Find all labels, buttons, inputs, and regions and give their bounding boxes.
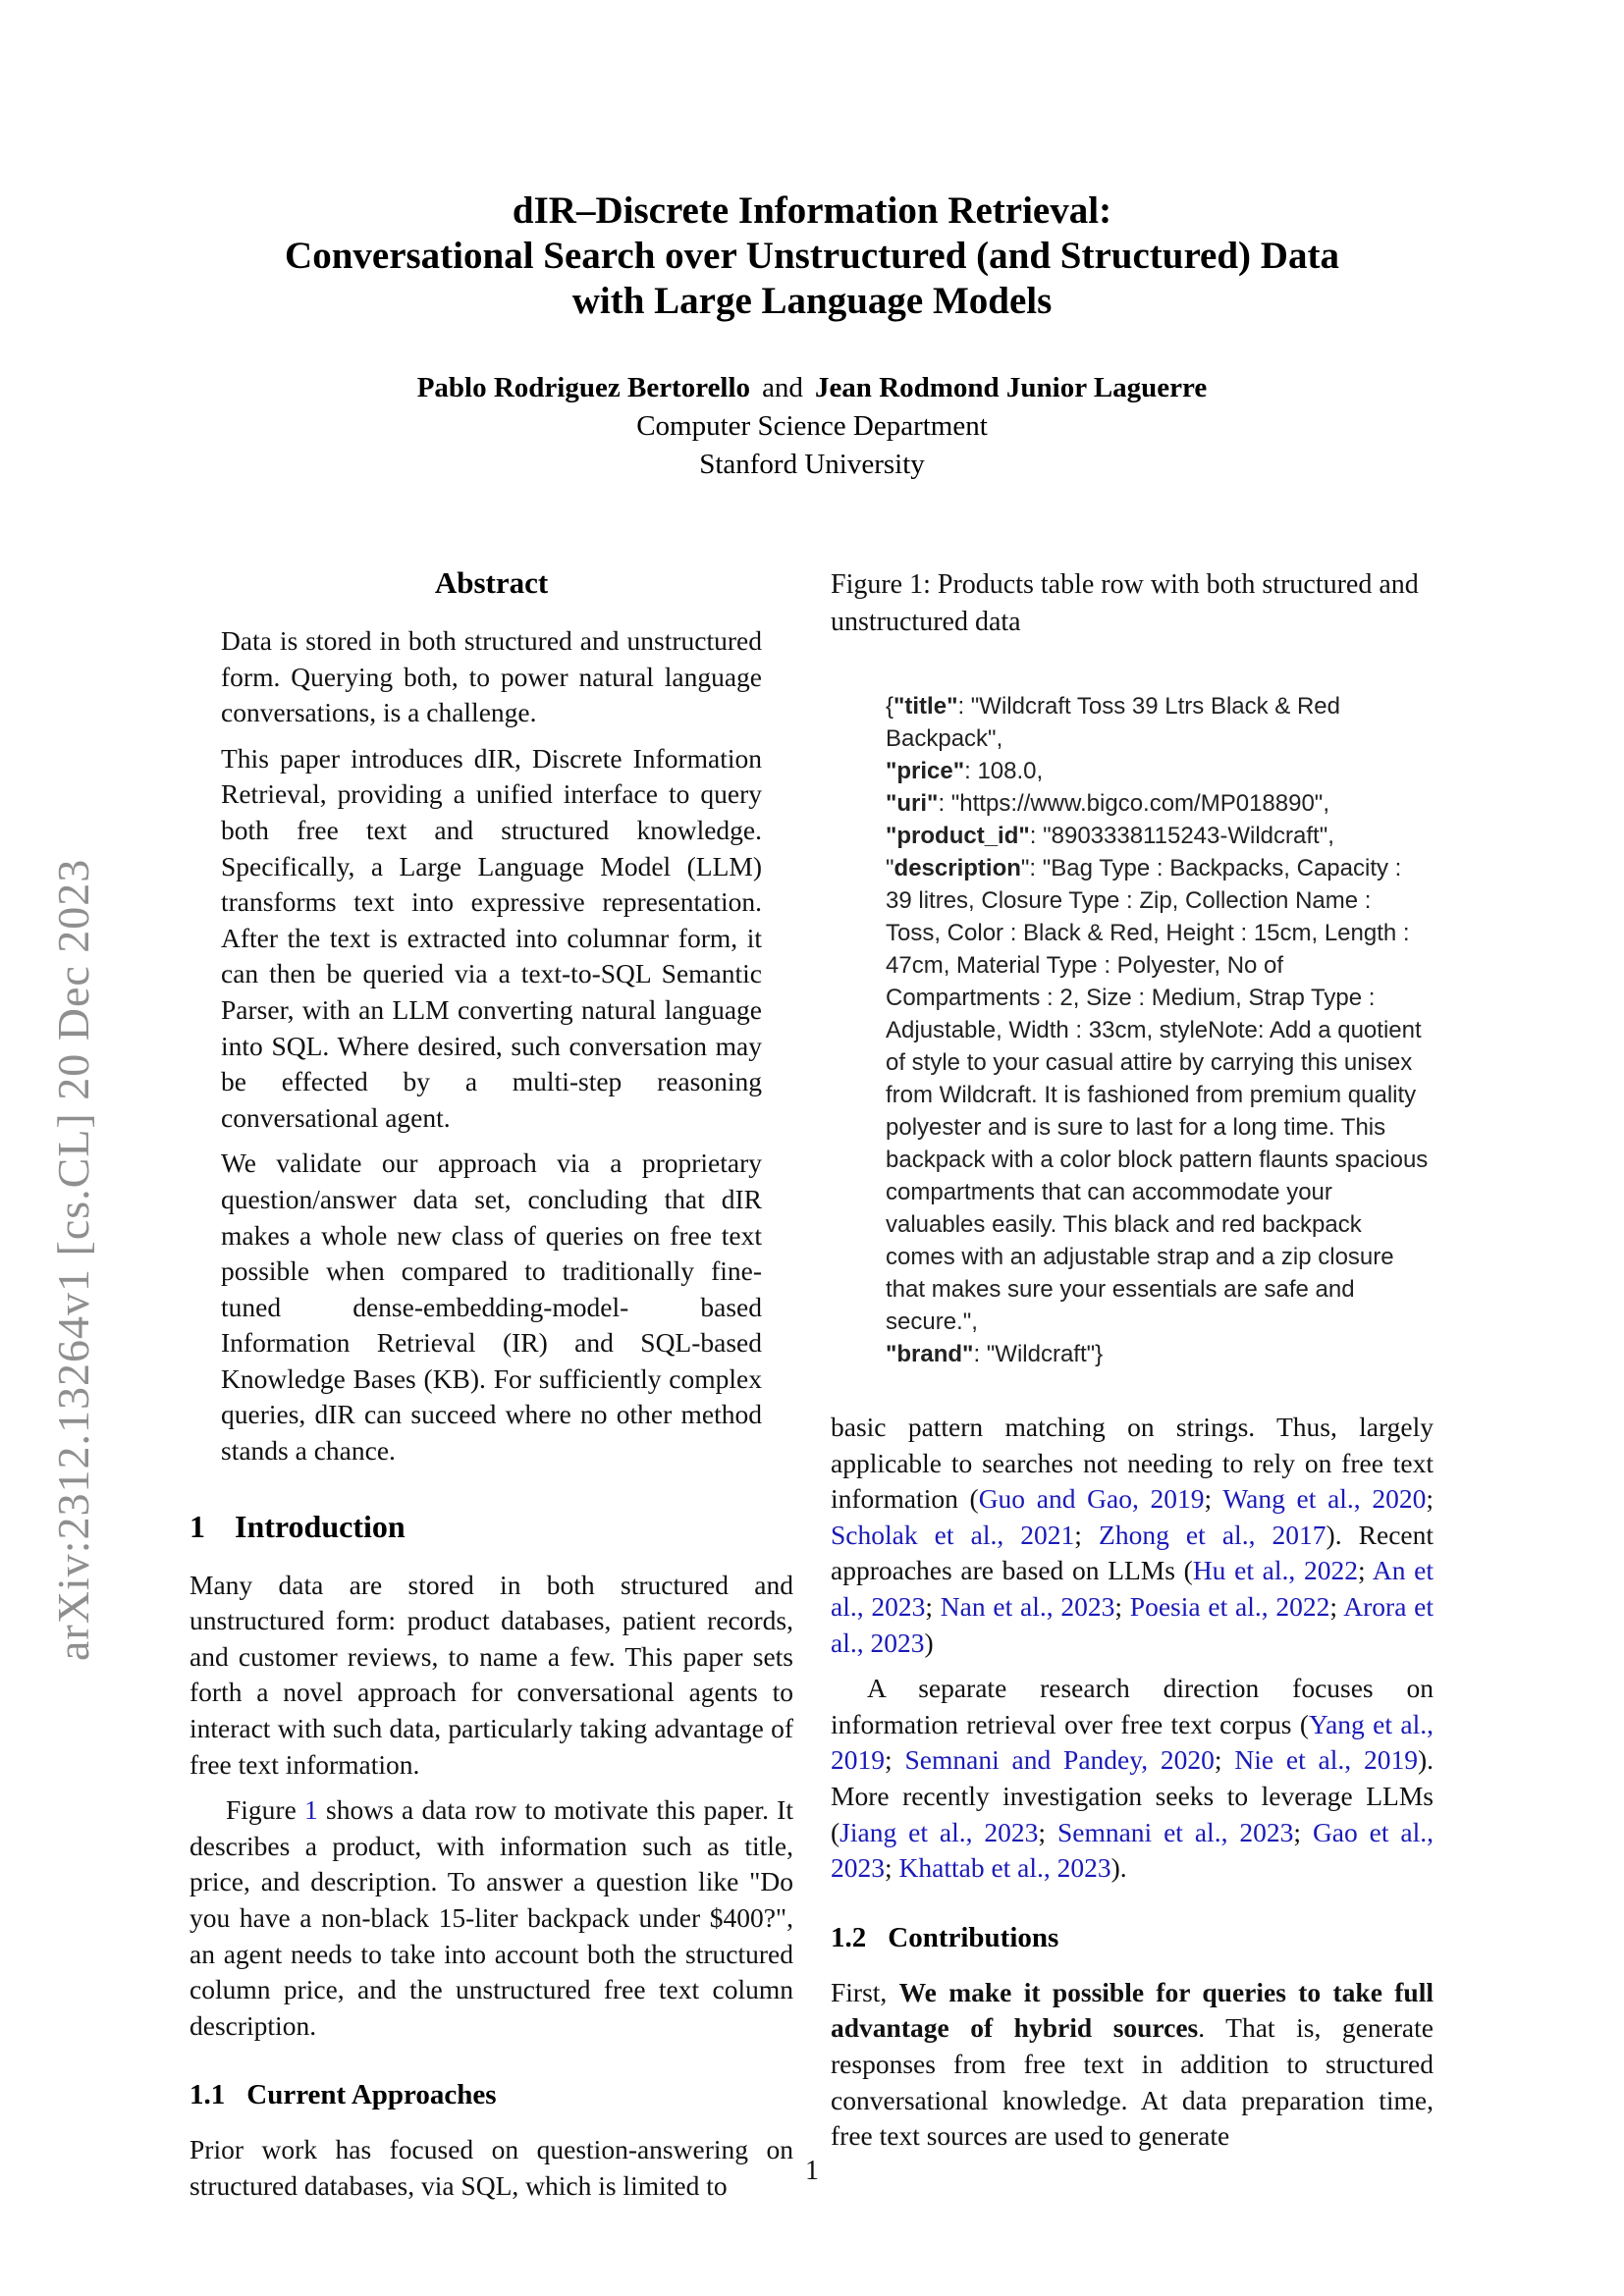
citation-link[interactable]: Yang et al., 2019 xyxy=(831,1708,1434,1776)
code-line xyxy=(886,1338,1432,1370)
bold-text: "brand" xyxy=(886,1341,974,1367)
citation-link[interactable]: Khattab et al., 2023 xyxy=(898,1852,1111,1884)
code-line xyxy=(886,820,1432,852)
bold-text: description xyxy=(893,855,1021,881)
bold-text: "title" xyxy=(893,693,958,720)
text-run: ; xyxy=(925,1590,941,1622)
text-run: shows a data row to motivate this paper. It describes a product, with information such as title, price, and description. To answer a question like "Do you have a non-black 15-liter backpack under $400?", an agent needs to take into account both the structured column price, and the unstructured free text column description. xyxy=(189,1794,793,2041)
contributions-paragraph xyxy=(831,1975,1434,2155)
text-run: ; xyxy=(1074,1519,1100,1550)
author-name-1: Pablo Rodriguez Bertorello xyxy=(416,372,751,403)
intro-paragraph-2 xyxy=(189,1792,793,2044)
text-run: ). Recent approaches are based on LLMs ( xyxy=(831,1519,1434,1586)
text-run: ; xyxy=(1329,1590,1344,1622)
intro-paragraph-1: Many data are stored in both structured and unstructured form: product databases, patient records, and customer reviews, to name a few. This paper sets forth a novel approach for conversational agents to interact with such data, particularly taking advantage of free text information. xyxy=(189,1569,793,1780)
abstract-paragraph-3: We validate our approach via a proprietary question/answer data set, concluding that dIR makes a whole new class of queries on free text possible when compared to traditionally fine-tuned dense-embedding-model- based Information Retrieval (IR) and SQL-based Knowledge Bases (KB). For sufficiently complex queries, dIR can succeed where no other method stands a chance. xyxy=(221,1148,762,1467)
text-run: basic pattern matching on strings. Thus, largely applicable to searches not needing to rely on free text information ( xyxy=(831,1412,1434,1515)
text-run: ; xyxy=(1214,1744,1235,1776)
text-run: ). xyxy=(1110,1852,1127,1884)
citation-link[interactable]: Guo and Gao, 2019 xyxy=(978,1483,1205,1515)
text-run: ; xyxy=(1038,1816,1057,1847)
citation-link[interactable]: Hu et al., 2022 xyxy=(1192,1555,1358,1586)
text-run: : "Wildcraft"} xyxy=(973,1341,1104,1367)
text-run: ; xyxy=(1204,1483,1223,1515)
text-run: : 108.0, xyxy=(964,758,1044,784)
citation-link[interactable]: Nie et al., 2019 xyxy=(1234,1744,1418,1776)
text-run: " xyxy=(886,855,894,881)
code-line xyxy=(886,787,1432,820)
subsection-title: Current Approaches xyxy=(246,2079,497,2111)
text-run: : "8903338115243-Wildcraft", xyxy=(1029,823,1334,849)
bold-text: "product_id" xyxy=(886,823,1030,849)
abstract-heading: Abstract xyxy=(434,565,549,600)
subsection-title: Contributions xyxy=(888,1921,1059,1953)
body-paragraph-ir-direction xyxy=(831,1671,1434,1887)
text-run: ; xyxy=(1357,1555,1373,1586)
text-run: ; xyxy=(1293,1816,1313,1847)
text-run: Figure xyxy=(226,1794,305,1826)
bold-text: "price" xyxy=(886,758,965,784)
bold-text: We make it possible for queries to take full advantage of hybrid sources xyxy=(831,1976,1434,2044)
section-title: Introduction xyxy=(235,1508,406,1544)
author-conjunction: and xyxy=(762,372,803,403)
abstract-paragraph-1: Data is stored in both structured and unstructured form. Querying both, to power natural language conversations, is a challenge. xyxy=(221,625,762,728)
citation-link[interactable]: An et al., 2023 xyxy=(831,1555,1434,1622)
figure1-code-block xyxy=(886,690,1432,1370)
citation-link[interactable]: Zhong et al., 2017 xyxy=(1099,1519,1326,1550)
figure1-caption: Figure 1: Products table row with both structured and unstructured data xyxy=(831,569,1419,637)
title-line-2: Conversational Search over Unstructured (and Structured) Data xyxy=(285,235,1339,277)
arxiv-watermark: arXiv:2312.13264v1 [cs.CL] 20 Dec 2023 xyxy=(48,858,98,1661)
authors-line xyxy=(0,369,1624,407)
section-heading-introduction xyxy=(189,1507,793,1546)
abstract-section xyxy=(221,623,762,1469)
text-run: ; xyxy=(885,1852,899,1884)
abstract-paragraph-2: This paper introduces dIR, Discrete Information Retrieval, providing a unified interface to query both free text and structured knowledge. Specifically, a Large Language Model (LLM) transforms text into expressive representation. After the text is extracted into columnar form, it can then be queried via a text-to-SQL Semantic Parser, with an LLM converting natural language into SQL. Where desired, such conversation may be effected by a multi-step reasoning conversational agent. xyxy=(221,742,762,1133)
text-run: ; xyxy=(885,1744,905,1776)
page-number: 1 xyxy=(805,2156,819,2186)
text-run: : "Wildcraft Toss 39 Ltrs Black & Red Backpack", xyxy=(886,693,1340,752)
text-run: ": "Bag Type : Backpacks, Capacity : 39 litres, Closure Type : Zip, Collection Name : Toss, Color : Black & Red, Height : 15cm, Length : 47cm, Material Type : Polyester, No of Compartments : 2, Size : Medium, Strap Type : Adjustable, Width : 33cm, styleNote: Add a quotient of style to your casual attire by carrying this unisex from Wildcraft. It is fashioned from premium quality polyester and is sure to last for a long time. This backpack with a color block pattern flaunts spacious compartments that can accommodate your valuables easily. This black and red backpack comes with an adjustable strap and a zip closure that makes sure your essentials are safe and secure.", xyxy=(886,855,1429,1335)
citation-link[interactable]: Semnani et al., 2023 xyxy=(1056,1816,1294,1847)
text-run: ). More recently investigation seeks to leverage LLMs ( xyxy=(831,1744,1435,1847)
citation-link[interactable]: Scholak et al., 2021 xyxy=(831,1519,1075,1550)
text-run: { xyxy=(886,693,894,720)
citation-link[interactable]: Semnani and Pandey, 2020 xyxy=(904,1744,1215,1776)
right-column xyxy=(831,564,1434,2155)
text-run: First, xyxy=(831,1976,899,2007)
section-number: 1 xyxy=(189,1508,205,1544)
citation-link[interactable]: Arora et al., 2023 xyxy=(831,1590,1435,1658)
body-paragraph-pattern-matching xyxy=(831,1410,1434,1661)
paper-title xyxy=(0,188,1624,324)
affiliation-university: Stanford University xyxy=(699,449,925,480)
title-line-1: dIR–Discrete Information Retrieval: xyxy=(512,189,1112,232)
citation-link[interactable]: 1 xyxy=(304,1794,318,1826)
text-run: A separate research direction focuses on information retrieval over free text corpus ( xyxy=(831,1673,1434,1739)
text-run: : "https://www.bigco.com/MP018890", xyxy=(938,790,1329,817)
code-line xyxy=(886,690,1432,755)
author-name-2: Jean Rodmond Junior Laguerre xyxy=(814,372,1208,403)
citation-link[interactable]: Wang et al., 2020 xyxy=(1222,1483,1427,1515)
code-line xyxy=(886,852,1432,1338)
citation-link[interactable]: Jiang et al., 2023 xyxy=(839,1816,1039,1847)
text-run: . That is, generate responses from free text in addition to structured conversational knowledge. At data preparation time, free text sources are used to generate xyxy=(831,2012,1434,2152)
affiliation-department: Computer Science Department xyxy=(636,410,988,442)
code-line xyxy=(886,755,1432,787)
text-run: ; xyxy=(1426,1483,1434,1515)
left-column xyxy=(189,564,793,2205)
citation-link[interactable]: Poesia et al., 2022 xyxy=(1129,1590,1330,1622)
title-line-3: with Large Language Models xyxy=(571,280,1053,322)
text-run: ) xyxy=(924,1627,934,1658)
subsection-number: 1.2 xyxy=(831,1921,867,1953)
bold-text: "uri" xyxy=(886,790,939,817)
subsection-heading-contributions xyxy=(831,1920,1434,1955)
author-block xyxy=(0,369,1624,484)
subsection-heading-current-approaches xyxy=(189,2077,793,2112)
text-run: ; xyxy=(1114,1590,1130,1622)
citation-link[interactable]: Gao et al., 2023 xyxy=(831,1816,1435,1884)
subsection-number: 1.1 xyxy=(189,2079,226,2111)
current-approaches-paragraph: Prior work has focused on question-answering on structured databases, via SQL, which is limited to xyxy=(189,2134,793,2201)
citation-link[interactable]: Nan et al., 2023 xyxy=(940,1590,1115,1622)
